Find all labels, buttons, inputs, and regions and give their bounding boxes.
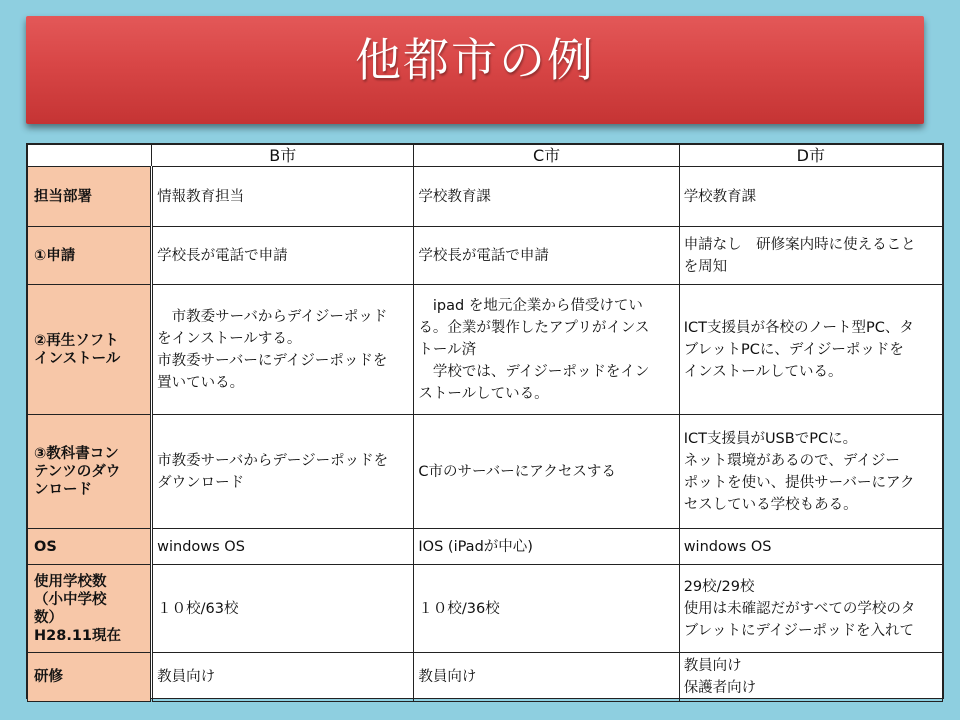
cell-text-line: １０校/63校	[157, 600, 239, 617]
cell-text-line: ipad を地元企業から借受けてい	[418, 297, 643, 314]
cell-text-line: OS	[34, 538, 57, 555]
cell-text-line: テンツのダウ	[34, 463, 121, 480]
row-label	[28, 653, 152, 702]
cell-text-line: インストール	[34, 350, 121, 367]
cell-text-line: ンロード	[34, 481, 92, 498]
cell-text-line: 数）	[34, 609, 63, 626]
cell-text-line: 教員向け	[683, 658, 742, 674]
cell-text-line: ブレットにデイジーポッドを入れて	[683, 622, 914, 639]
cell-text-line: ②再生ソフト	[34, 332, 119, 349]
slide-title: 他都市の例	[355, 33, 595, 87]
cell-text-line: 29校/29校	[683, 578, 755, 595]
cell-text-line: ネット環境があるので、デイジー	[683, 452, 900, 469]
cell-text-line: ICT支援員が各校のノート型PC、タ	[683, 319, 914, 336]
cell-text-line: 申請なし 研修案内時に使えること	[683, 236, 916, 253]
cell-c-city	[414, 285, 679, 415]
row-training	[28, 653, 943, 702]
cell-d-city	[679, 227, 942, 285]
header-c-city: C市	[414, 145, 679, 167]
cell-text-line: １０校/36校	[418, 600, 500, 617]
cell-c-city	[414, 565, 679, 653]
cell-c-city	[414, 227, 679, 285]
comparison-table	[26, 143, 944, 699]
cell-d-city	[679, 285, 942, 415]
cell-text-line: ICT支援員がUSBでPCに。	[683, 430, 858, 447]
cell-b-city	[152, 415, 414, 529]
header-row	[28, 145, 943, 167]
cell-d-city	[679, 529, 942, 565]
cell-text-line: る。企業が製作したアプリがインス	[418, 319, 650, 336]
cell-text-line: 学校長が電話で申請	[157, 247, 288, 264]
row-department	[28, 167, 943, 227]
cell-text-line: C市のサーバーにアクセスする	[418, 463, 616, 480]
row-label	[28, 565, 152, 653]
row-label	[28, 227, 152, 285]
cell-text-line: windows OS	[683, 538, 772, 555]
cell-b-city	[152, 227, 414, 285]
cell-text-line: 教員向け	[157, 669, 216, 685]
row-os	[28, 529, 943, 565]
cell-d-city	[679, 167, 942, 227]
cell-text-line: 学校では、デイジーポッドをイン	[418, 363, 650, 380]
cell-text-line: 市教委サーバーにデイジーポッドを	[157, 352, 388, 369]
cell-text-line: 使用学校数	[34, 573, 107, 590]
cell-text-line: ストールしている。	[418, 385, 549, 402]
cell-b-city	[152, 565, 414, 653]
header-d-city: D市	[679, 145, 942, 167]
cell-text-line: 保護者向け	[683, 680, 757, 696]
cell-c-city	[414, 529, 679, 565]
title-banner	[26, 16, 924, 124]
cell-text-line: を周知	[683, 258, 728, 275]
cell-text-line: トール済	[418, 341, 477, 358]
cell-b-city	[152, 167, 414, 227]
cell-text-line: 使用は未確認だがすべての学校のタ	[683, 600, 916, 617]
cell-text-line: 置いている。	[157, 374, 245, 391]
row-label	[28, 167, 152, 227]
cell-text-line: 学校長が電話で申請	[418, 247, 549, 264]
row-label	[28, 415, 152, 529]
cell-text-line: 学校教育課	[683, 188, 757, 205]
cell-text-line: 教員向け	[418, 669, 477, 685]
cell-text-line: IOS (iPadが中心)	[418, 538, 533, 555]
cell-text-line: ①申請	[34, 247, 76, 264]
header-b-city: B市	[152, 145, 414, 167]
cell-text-line: H28.11現在	[34, 627, 121, 644]
cell-d-city	[679, 415, 942, 529]
cell-text-line: 市教委サーバからデイジーポッド	[157, 308, 388, 325]
cell-text-line: 情報教育担当	[157, 188, 245, 205]
cell-text-line: 市教委サーバからデージーポッドを	[157, 452, 389, 469]
row-software-install	[28, 285, 943, 415]
cell-c-city	[414, 167, 679, 227]
cell-text-line: 研修	[34, 669, 63, 685]
cell-text-line: windows OS	[157, 538, 245, 555]
row-school-count	[28, 565, 943, 653]
cell-text-line: セスしている学校もある。	[683, 496, 858, 513]
cell-text-line: ブレットPCに、デイジーポッドを	[683, 341, 904, 358]
row-textbook-download	[28, 415, 943, 529]
cell-d-city	[679, 653, 942, 702]
row-label	[28, 285, 152, 415]
cell-c-city	[414, 415, 679, 529]
cell-b-city	[152, 653, 414, 702]
cell-text-line: をインストールする。	[157, 330, 302, 347]
cell-text-line: ダウンロード	[157, 474, 245, 491]
cell-c-city	[414, 653, 679, 702]
cell-text-line: インストールしている。	[683, 363, 843, 380]
cell-text-line: ③教科書コン	[34, 445, 119, 462]
cell-text-line: 担当部署	[34, 188, 92, 205]
cell-text-line: ポットを使い、提供サーバーにアク	[683, 474, 915, 491]
row-application	[28, 227, 943, 285]
cell-text-line: 学校教育課	[418, 188, 491, 205]
cell-text-line: （小中学校	[34, 591, 107, 608]
row-label	[28, 529, 152, 565]
cell-b-city	[152, 285, 414, 415]
corner-cell	[28, 145, 152, 167]
cell-b-city	[152, 529, 414, 565]
cell-d-city	[679, 565, 942, 653]
